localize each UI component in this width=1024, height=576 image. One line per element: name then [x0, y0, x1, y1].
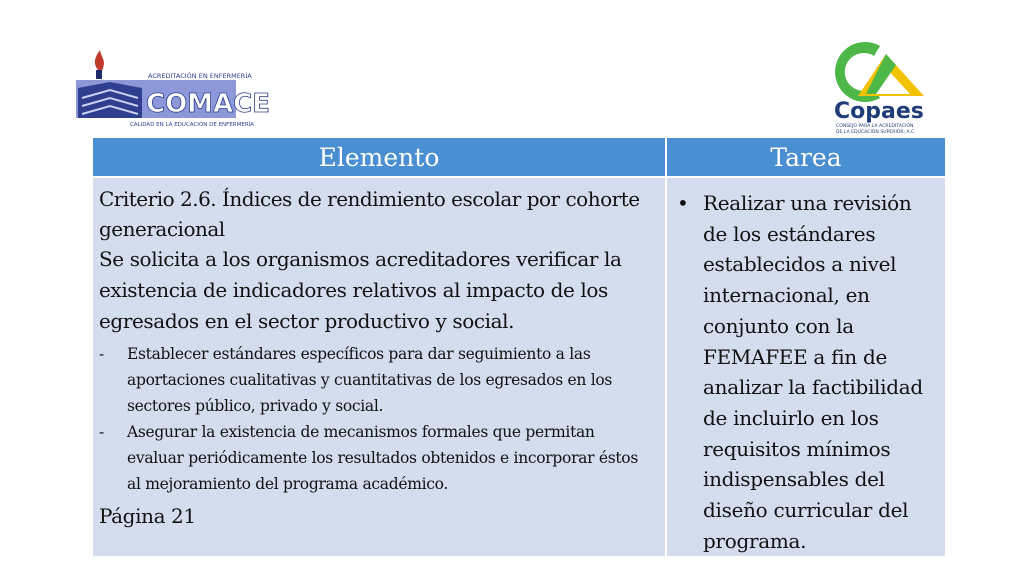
copaes-wordmark: Copaes	[834, 99, 924, 124]
copaes-logo-graphic	[828, 38, 946, 136]
criterion-title: Criterio 2.6. Índices de rendimiento escolar por cohorte generacional	[99, 187, 640, 241]
copaes-logo	[828, 38, 946, 136]
header-tarea: Tarea	[667, 138, 945, 178]
copaes-subtitle-2: DE LA EDUCACIÓN SUPERIOR, A.C.	[836, 130, 916, 135]
comace-bottom-text: CALIDAD EN LA EDUCACIÓN DE ENFERMERÍA	[130, 122, 255, 128]
cell-elemento	[93, 178, 667, 556]
list-item	[99, 419, 655, 497]
comace-top-text: ACREDITACIÓN EN ENFERMERÍA	[148, 72, 252, 80]
bullet-text: Establecer estándares específicos para dar seguimiento a las aportaciones cualitativas y cuantitativas de los egresados en los sectores público, privado y social.	[127, 345, 613, 415]
dash-marker: -	[99, 423, 104, 441]
cell-tarea	[667, 178, 945, 556]
comace-wordmark: COMACE	[146, 89, 271, 119]
comace-logo-graphic	[70, 48, 271, 130]
copaes-subtitle-1: CONSEJO PARA LA ACREDITACIÓN	[836, 124, 914, 129]
task-text: Realizar una revisión de los estándares establecidos a nivel internacional, en conjunto con la FEMAFEE a fin de analizar la factibilidad de incluirlo en los requisitos mínimos indispensables del diseño curricular del programa.	[703, 191, 923, 553]
dash-marker: -	[99, 345, 104, 363]
list-item	[99, 341, 655, 419]
comace-logo	[70, 48, 271, 130]
page-reference: Página 21	[99, 504, 196, 528]
criterion-bullets	[99, 341, 655, 497]
task-item	[675, 188, 935, 556]
criterion-body: Se solicita a los organismos acreditadores verificar la existencia de indicadores relativos al impacto de los egresados en el sector productivo y social.	[99, 247, 622, 333]
bullet-dot: •	[677, 191, 689, 215]
header-elemento: Elemento	[93, 138, 667, 178]
bullet-text: Asegurar la existencia de mecanismos formales que permitan evaluar periódicamente los resultados obtenidos e incorporar éstos al mejoramiento del programa académico.	[127, 423, 638, 493]
criteria-table	[93, 138, 945, 556]
